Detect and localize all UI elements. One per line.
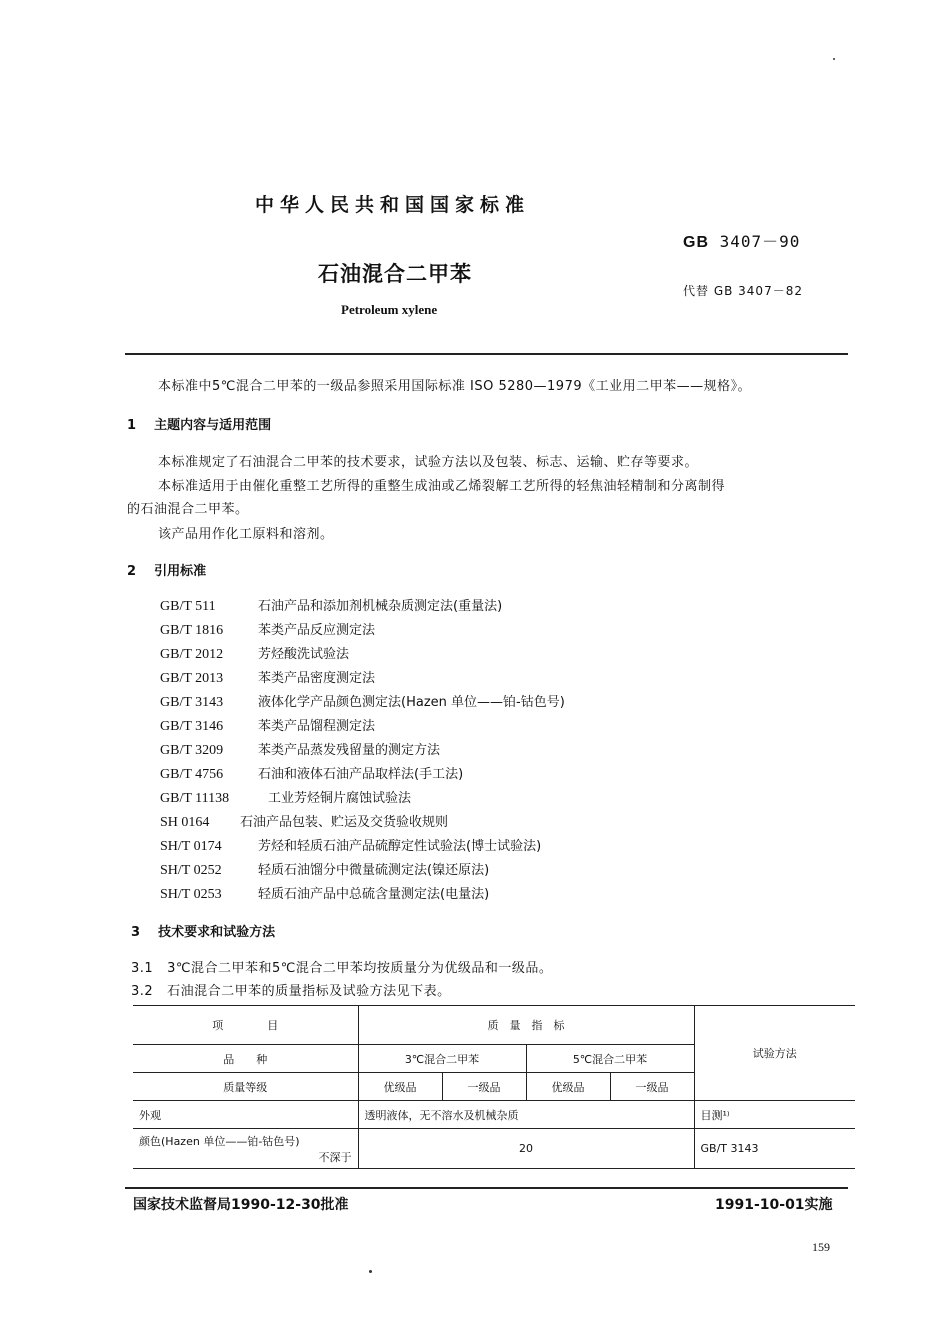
reference-title: 工业芳烃铜片腐蚀试验法 (268, 791, 412, 806)
section-1-title: 主题内容与适用范围 (154, 418, 272, 433)
section-2-title: 引用标准 (154, 564, 207, 579)
intro-paragraph: 本标准中5℃混合二甲苯的一级品参照采用国际标准 ISO 5280—1979《工业用二甲苯——规格》。 (158, 379, 752, 394)
clause-3-1-number: 3.1 (131, 961, 154, 976)
quality-table (133, 1005, 855, 1169)
reference-item (160, 787, 411, 807)
row-color-method: GB/T 3143 (694, 1129, 855, 1169)
section-1-number: 1 (127, 418, 137, 433)
clause-3-2-number: 3.2 (131, 984, 154, 999)
reference-title: 石油和液体石油产品取样法(手工法) (258, 767, 464, 782)
reference-code: GB/T 2012 (160, 647, 224, 662)
section-3-heading (131, 921, 275, 940)
reference-item (160, 811, 448, 831)
clause-3-2-text: 石油混合二甲苯的质量指标及试验方法见下表。 (167, 984, 451, 999)
reference-item (160, 715, 375, 735)
reference-code: GB/T 4756 (160, 767, 224, 782)
reference-item (160, 667, 375, 687)
header-quality-index: 质 量 指 标 (358, 1006, 694, 1045)
grade-first: 一级品 (610, 1073, 694, 1101)
standard-number (683, 229, 800, 252)
section-1-heading (127, 414, 271, 433)
reference-title: 石油产品和添加剂机械杂质测定法(重量法) (258, 599, 503, 614)
reference-code: GB/T 511 (160, 599, 216, 614)
clause-3-1-text: 3℃混合二甲苯和5℃混合二甲苯均按质量分为优级品和一级品。 (167, 961, 553, 976)
section-2-number: 2 (127, 564, 137, 579)
section-1-paragraph-2a: 本标准适用于由催化重整工艺所得的重整生成油或乙烯裂解工艺所得的轻焦油轻精制和分离制得 (158, 479, 726, 494)
grade-excellent: 优级品 (358, 1073, 442, 1101)
section-1-paragraph-3: 该产品用作化工原料和溶剂。 (158, 527, 334, 542)
header-test-method: 试验方法 (694, 1006, 855, 1101)
reference-code: SH/T 0174 (160, 839, 222, 854)
reference-code: GB/T 11138 (160, 791, 230, 806)
row-color-value: 20 (358, 1129, 694, 1169)
implementation-date: 1991-10-01实施 (715, 1197, 833, 1213)
approval-date: 国家技术监督局1990-12-30批准 (133, 1197, 349, 1213)
row-appearance-value: 透明液体，无不溶水及机械杂质 (358, 1101, 694, 1129)
reference-code: SH 0164 (160, 815, 210, 830)
reference-item (160, 739, 440, 759)
section-2-heading (127, 560, 206, 579)
reference-item (160, 619, 375, 639)
standard-prefix: GB (683, 234, 709, 251)
row-color-label-text: 颜色(Hazen 单位——铂-钴色号) (139, 1134, 300, 1148)
header-divider (125, 353, 848, 355)
clause-3-1 (131, 957, 552, 976)
reference-item (160, 835, 541, 855)
reference-item (160, 859, 489, 879)
reference-code: GB/T 3209 (160, 743, 224, 758)
reference-title: 苯类产品馏程测定法 (258, 719, 376, 734)
reference-code: GB/T 3146 (160, 719, 224, 734)
reference-title: 轻质石油馏分中微量硫测定法(镍还原法) (258, 863, 490, 878)
reference-title: 液体化学产品颜色测定法(Hazen 单位——铂-钴色号) (258, 695, 565, 710)
header-variety: 品 种 (133, 1045, 358, 1073)
document-title-cn: 石油混合二甲苯 (318, 262, 472, 286)
standard-number-value: 3407－90 (719, 232, 801, 251)
row-appearance-label: 外观 (133, 1101, 358, 1129)
section-1-paragraph-2b: 的石油混合二甲苯。 (127, 502, 249, 517)
reference-title: 苯类产品蒸发残留量的测定方法 (258, 743, 441, 758)
grade-first: 一级品 (442, 1073, 526, 1101)
reference-title: 苯类产品反应测定法 (258, 623, 376, 638)
header-xylene-5c: 5℃混合二甲苯 (526, 1045, 694, 1073)
row-color-limit: 不深于 (318, 1150, 352, 1164)
reference-code: GB/T 3143 (160, 695, 224, 710)
page-number: 159 (812, 1240, 830, 1254)
replaces-standard: 代替 GB 3407－82 (683, 284, 803, 298)
reference-code: SH/T 0252 (160, 863, 222, 878)
reference-title: 轻质石油产品中总硫含量测定法(电量法) (258, 887, 490, 902)
header-item: 项 目 (133, 1006, 358, 1045)
section-3-number: 3 (131, 925, 141, 940)
reference-title: 芳烃酸洗试验法 (258, 647, 350, 662)
reference-code: GB/T 2013 (160, 671, 224, 686)
section-1-paragraph-1: 本标准规定了石油混合二甲苯的技术要求，试验方法以及包装、标志、运输、贮存等要求。 (158, 455, 699, 470)
header-grade: 质量等级 (133, 1073, 358, 1101)
reference-title: 石油产品包装、贮运及交货验收规则 (240, 815, 449, 830)
clause-3-2 (131, 980, 451, 999)
document-title-en: Petroleum xylene (341, 302, 438, 317)
reference-item (160, 595, 502, 615)
reference-code: GB/T 1816 (160, 623, 224, 638)
footer-divider (125, 1187, 848, 1189)
reference-title: 芳烃和轻质石油产品硫醇定性试验法(博士试验法) (258, 839, 542, 854)
section-3-title: 技术要求和试验方法 (158, 925, 276, 940)
national-standard-heading: 中华人民共和国国家标准 (255, 194, 531, 216)
reference-item (160, 763, 463, 783)
reference-item (160, 691, 565, 711)
grade-excellent: 优级品 (526, 1073, 610, 1101)
reference-item (160, 643, 349, 663)
scan-speck (833, 58, 835, 60)
reference-code: SH/T 0253 (160, 887, 222, 902)
scan-speck (369, 1270, 372, 1273)
header-xylene-3c: 3℃混合二甲苯 (358, 1045, 526, 1073)
row-appearance-method: 目测¹⁾ (694, 1101, 855, 1129)
reference-item (160, 883, 489, 903)
row-color-label (133, 1129, 358, 1169)
reference-title: 苯类产品密度测定法 (258, 671, 376, 686)
